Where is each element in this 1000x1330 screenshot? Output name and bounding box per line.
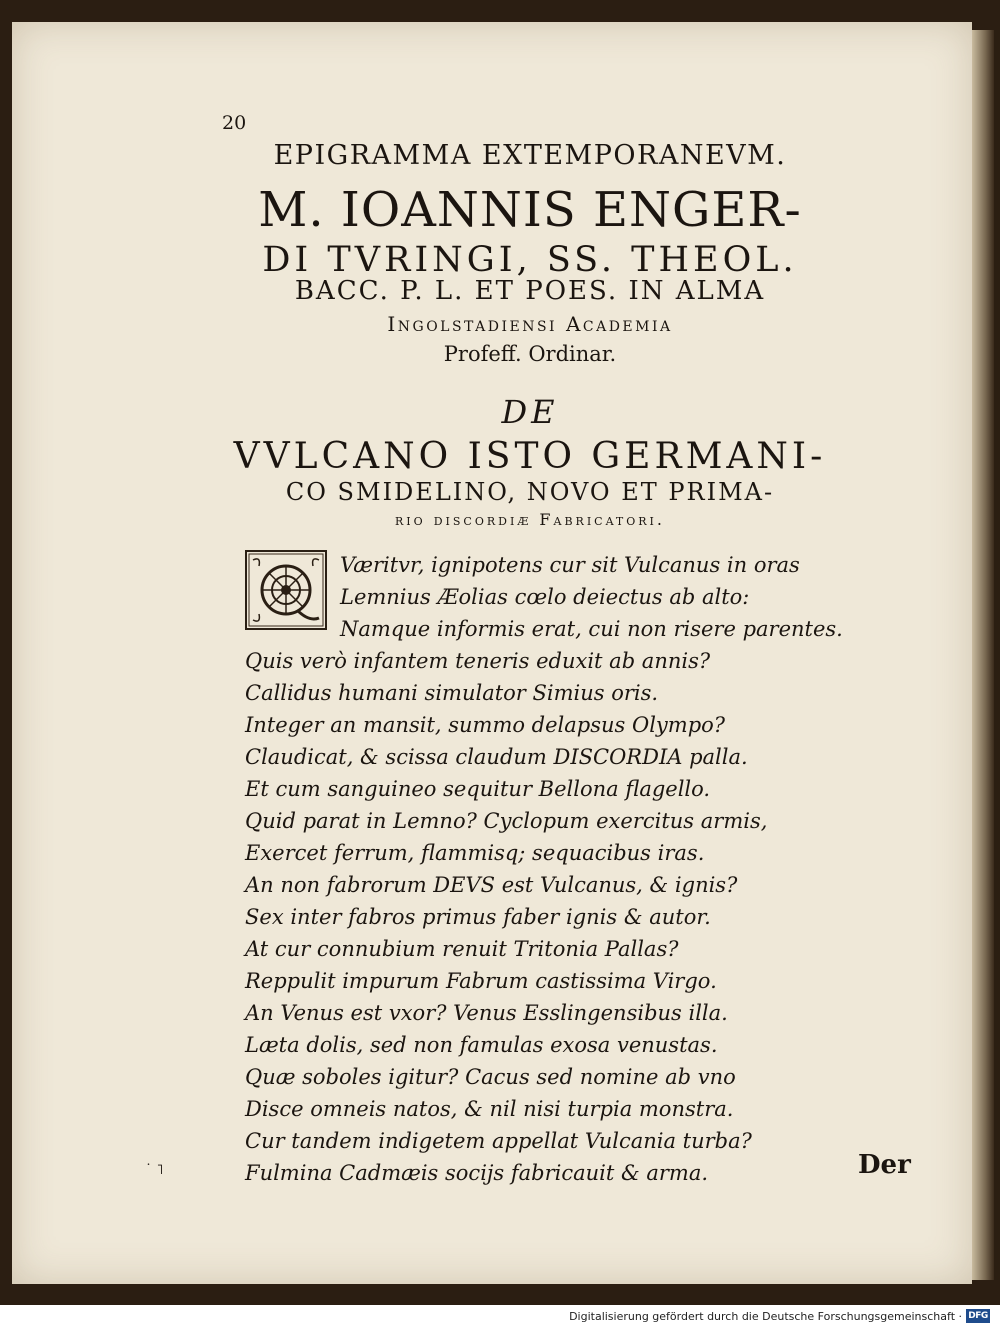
page-number: 20	[222, 112, 247, 134]
dfg-logo-icon: DFG	[966, 1309, 990, 1323]
verse-line: An Venus est vxor? Venus Esslingensibus illa.	[245, 1001, 728, 1025]
verse-line: Quis verò infantem teneris eduxit ab annis?	[245, 649, 711, 673]
title-line-1: DE	[501, 393, 559, 431]
verse-line: Reppulit impurum Fabrum castissima Virgo.	[245, 969, 717, 993]
ornamental-initial	[245, 550, 327, 630]
verse-line: At cur connubium renuit Tritonia Pallas?	[245, 937, 679, 961]
heading-line-4: BACC. P. L. ET POES. IN ALMA	[294, 276, 766, 306]
margin-mark: ˙ ˥	[145, 1162, 164, 1178]
initial-letter	[247, 552, 325, 628]
heading-line-3: DI TVRINGI, SS. THEOL.	[262, 240, 798, 280]
heading-line-6: Profeff. Ordinar.	[443, 342, 617, 366]
heading-line-2: M. IOANNIS ENGER-	[258, 182, 802, 238]
verse-line: Quæ soboles igitur? Cacus sed nomine ab vno	[245, 1065, 736, 1089]
verse-line: Namque informis erat, cui non risere parentes.	[340, 617, 843, 641]
verse-line: Integer an mansit, summo delapsus Olympo?	[245, 713, 726, 737]
verse-line: Læta dolis, sed non famulas exosa venustas.	[245, 1033, 718, 1057]
verse-line: Lemnius Æolias cœlo deiectus ab alto:	[340, 585, 750, 609]
verse-line: Disce omneis natos, & nil nisi turpia monstra.	[245, 1097, 734, 1121]
verse-line: Et cum sanguineo sequitur Bellona flagello.	[245, 777, 711, 801]
title-line-4: rio discordiæ Fabricatori.	[395, 510, 665, 529]
verse-line: Væritvr, ignipotens cur sit Vulcanus in oras	[340, 553, 800, 577]
title-line-2: VVLCANO ISTO GERMANI-	[233, 436, 827, 477]
page-edge	[972, 30, 994, 1280]
verse-line: Claudicat, & scissa claudum DISCORDIA palla.	[245, 745, 748, 769]
footer-credit: Digitalisierung gefördert durch die Deutsche Forschungsgemeinschaft ·	[569, 1310, 962, 1323]
verse-line: Exercet ferrum, flammisq; sequacibus iras.	[245, 841, 705, 865]
verse-line: Cur tandem indigetem appellat Vulcania turba?	[245, 1129, 752, 1153]
catchword: Der	[858, 1150, 911, 1180]
verse-line: Quid parat in Lemno? Cyclopum exercitus armis,	[245, 809, 768, 833]
heading-line-1: EPIGRAMMA EXTEMPORANEVM.	[273, 140, 787, 171]
heading-line-5: Ingolstadiensi Academia	[387, 312, 673, 336]
verse-line: Sex inter fabros primus faber ignis & autor.	[245, 905, 711, 929]
verse-line: An non fabrorum DEVS est Vulcanus, & ignis?	[245, 873, 738, 897]
verse-line: Callidus humani simulator Simius oris.	[245, 681, 659, 705]
title-line-3: CO SMIDELINO, NOVO ET PRIMA-	[285, 478, 775, 506]
verse-line: Fulmina Cadmæis socijs fabricauit & arma.	[245, 1161, 709, 1185]
